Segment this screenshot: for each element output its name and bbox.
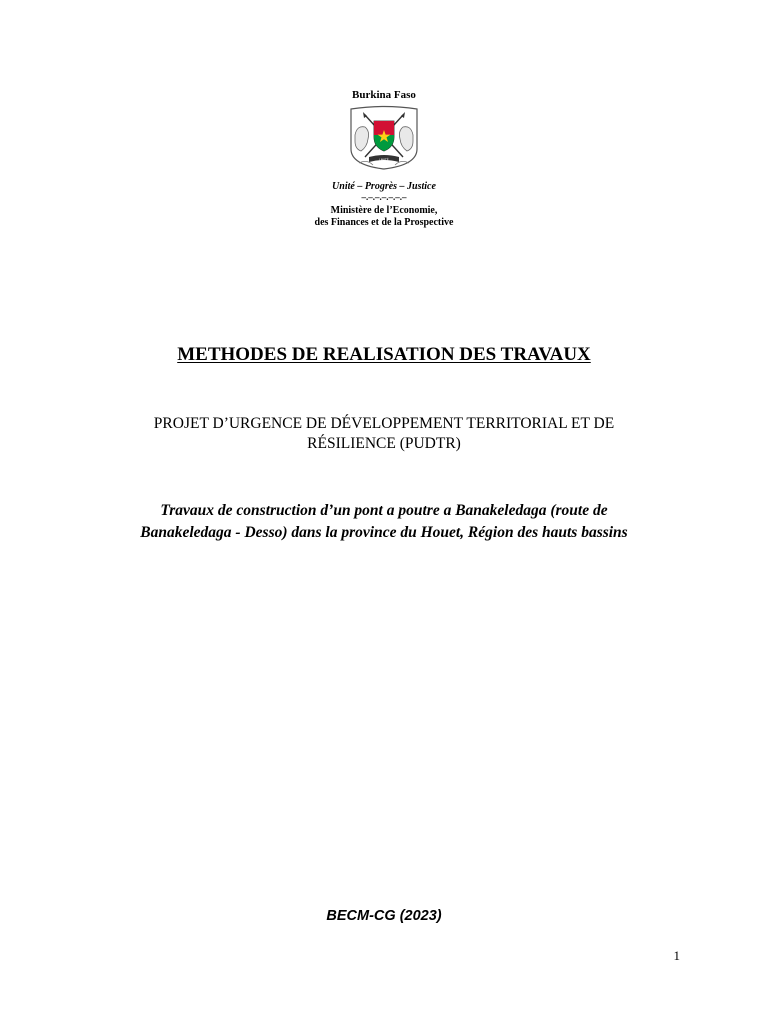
ministry-name <box>284 205 484 229</box>
works-line-1: Travaux de construction d’un pont a poutre a Banakeledaga (route de <box>160 502 608 519</box>
project-line-1: PROJET D’URGENCE DE DÉVELOPPEMENT TERRITORIAL ET DE <box>153 415 615 432</box>
document-title <box>0 343 768 367</box>
works-description <box>70 500 698 544</box>
project-name <box>80 414 688 454</box>
motto-separator: –.–.–.–.–.–.– <box>361 192 407 202</box>
country-name: Burkina Faso <box>352 89 416 101</box>
national-motto: Unité – Progrès – Justice <box>332 181 436 192</box>
coat-of-arms-icon <box>343 105 425 171</box>
ministry-line-2: des Finances et de la Prospective <box>314 217 454 228</box>
page-number: 1 <box>673 948 680 963</box>
project-line-2: RÉSILIENCE (PUDTR) <box>307 435 461 452</box>
letterhead <box>284 88 484 229</box>
svg-text:UNITÉ: UNITÉ <box>379 158 389 162</box>
author-label: BECM-CG (2023) <box>326 908 442 924</box>
ministry-line-1: Ministère de l’Economie, <box>330 205 438 216</box>
works-line-2: Banakeledaga - Desso) dans la province du Houet, Région des hauts bassins <box>140 524 628 541</box>
document-title-text: METHODES DE REALISATION DES TRAVAUX <box>177 344 591 365</box>
